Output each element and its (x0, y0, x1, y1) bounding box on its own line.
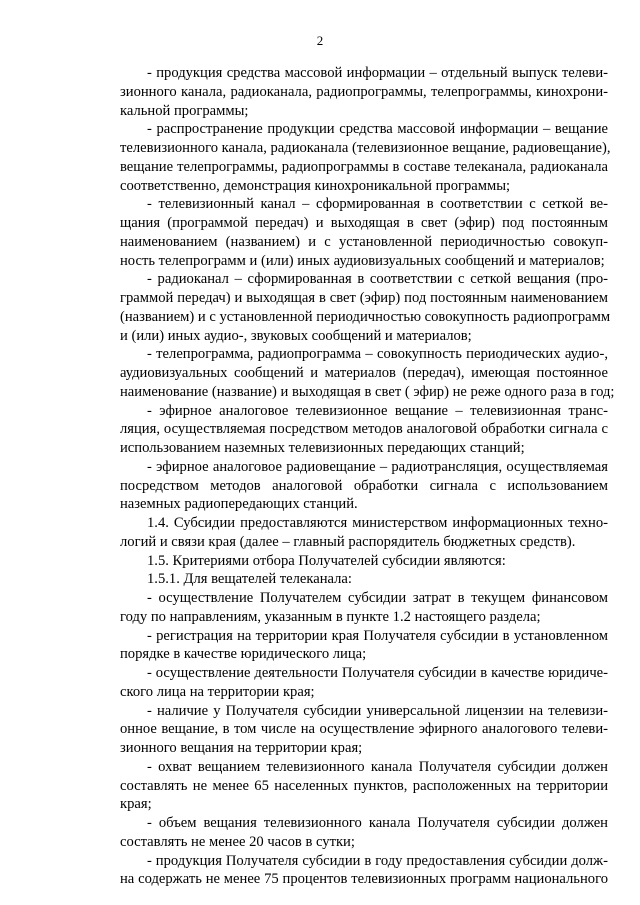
paragraph (120, 345, 615, 401)
paragraph (120, 758, 608, 814)
paragraph-line: - телевизионный канал – сформированная в соответствии с сеткой ве- (147, 196, 608, 213)
paragraph (120, 402, 608, 458)
paragraph-line: аудиовизуальных сообщений и материалов (передач), имеющая постоянное (120, 365, 608, 381)
paragraph-line: щания (программой передач) и выходящая в свет (эфир) под постоянным (120, 215, 608, 231)
paragraph-line: (названием) и с установленной периодичностью совокупность радиопрограмм (120, 308, 611, 325)
paragraph (120, 589, 608, 627)
paragraph (120, 552, 608, 571)
paragraph-line: - осуществление деятельности Получателя субсидии в качестве юридиче- (147, 665, 608, 681)
paragraph-line: ского лица на территории края; (120, 683, 315, 700)
paragraph-line: - эфирное аналоговое телевизионное вещание – телевизионная транс- (147, 402, 608, 419)
paragraph-line: - продукция средства массовой информации – отдельный выпуск телеви- (147, 65, 608, 81)
page-number: 2 (316, 33, 324, 48)
paragraph-line: наименование (название) и выходящая в свет ( эфир) не реже одного раза в год; (120, 383, 615, 400)
paragraph-line: ляция, осуществляемая посредством методов аналоговой обработки сигнала с (120, 421, 608, 438)
paragraph-line: - телепрограмма, радиопрограмма – совокупность периодических аудио-, (147, 346, 608, 363)
paragraph (120, 627, 608, 665)
paragraph-line: 1.5.1. Для вещателей телеканала: (147, 571, 352, 588)
paragraph (120, 270, 611, 345)
paragraph (120, 702, 608, 758)
paragraph-line: 1.5. Критериями отбора Получателей субсидии являются: (147, 552, 506, 569)
paragraph (120, 120, 611, 195)
paragraph (120, 514, 608, 552)
paragraph-line: составлять не менее 20 часов в сутки; (120, 833, 355, 850)
paragraph-line: посредством методов аналоговой обработки сигнала с использованием (120, 477, 608, 494)
paragraph-line: ность телепрограмм и (или) иных аудиовизуальных сообщений и материалов; (120, 252, 605, 269)
paragraph-line: - охват вещанием телевизионного канала Получателя субсидии должен (147, 758, 608, 775)
paragraph-line: - наличие у Получателя субсидии универсальной лицензии на телевизи- (147, 702, 608, 719)
paragraph-line: кальной программы; (120, 102, 249, 119)
paragraph-line: - регистрация на территории края Получателя субсидии в установленном (147, 627, 608, 644)
paragraph-line: и (или) иных аудио-, звуковых сообщений и материалов; (120, 327, 472, 344)
paragraph-line: наземных радиопередающих станций. (120, 496, 358, 513)
paragraph-line: на содержать не менее 75 процентов телевизионных программ национального (120, 871, 608, 888)
paragraph-line: вещание телепрограммы, радиопрограммы в составе телеканала, радиоканала (120, 158, 608, 175)
document-body (120, 64, 615, 889)
paragraph-line: составлять не менее 65 населенных пунктов, расположенных на территории (120, 777, 608, 794)
paragraph (120, 814, 608, 852)
paragraph-line: использованием наземных телевизионных передающих станций; (120, 440, 525, 456)
paragraph (120, 852, 608, 890)
paragraph (120, 664, 608, 702)
paragraph-line: - распространение продукции средства массовой информации – вещание (147, 121, 608, 138)
paragraph (120, 458, 608, 514)
paragraph-line: году по направлениям, указанным в пункте 1.2 настоящего раздела; (120, 608, 541, 625)
paragraph (120, 195, 608, 270)
paragraph-line: наименованием (названием) и с установленной периодичностью совокуп- (120, 233, 608, 250)
paragraph-line: телевизионного канала, радиоканала (телевизионное вещание, радиовещание), (120, 140, 611, 156)
paragraph-line: зионного канала, радиоканала, радиопрограммы, телепрограммы, кинохрони- (120, 83, 608, 100)
paragraph-line: граммой передач) и выходящая в свет (эфир) под постоянным наименованием (120, 290, 608, 306)
paragraph-line: - объем вещания телевизионного канала Получателя субсидии должен (147, 815, 608, 831)
paragraph (120, 570, 608, 589)
paragraph-line: логий и связи края (далее – главный распорядитель бюджетных средств). (120, 533, 576, 550)
paragraph-line: соответственно, демонстрация кинохроникальной программы; (120, 177, 511, 194)
paragraph (120, 64, 608, 120)
paragraph-line: - осуществление Получателем субсидии затрат в текущем финансовом (147, 590, 608, 606)
paragraph-line: - радиоканал – сформированная в соответствии с сеткой вещания (про- (147, 271, 608, 288)
paragraph-line: порядке в качестве юридического лица; (120, 646, 367, 663)
paragraph-line: - эфирное аналоговое радиовещание – радиотрансляция, осуществляемая (147, 458, 608, 475)
paragraph-line: - продукция Получателя субсидии в году предоставления субсидии долж- (147, 852, 608, 869)
paragraph-line: края; (120, 796, 152, 813)
paragraph-line: зионного вещания на территории края; (120, 740, 363, 756)
paragraph-line: онное вещание, в том числе на осуществление эфирного аналогового телеви- (120, 721, 608, 738)
paragraph-line: 1.4. Субсидии предоставляются министерством информационных техно- (147, 515, 608, 531)
